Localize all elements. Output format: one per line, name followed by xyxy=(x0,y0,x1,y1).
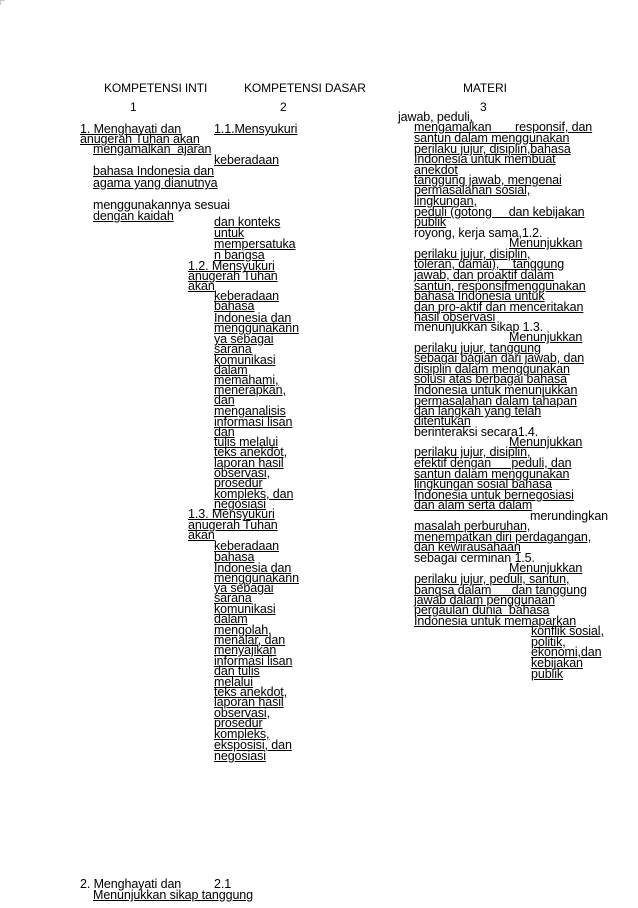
materi-line: perilaku jujur, disiplin, xyxy=(414,247,531,261)
kd-line: negosiasi xyxy=(214,749,266,763)
materi-line: ditentukan xyxy=(414,414,471,428)
materi-line: lingkungan, xyxy=(414,194,477,208)
kd-line: teks anekdot, xyxy=(214,445,288,459)
header-col3-number: 3 xyxy=(480,100,487,114)
materi-line: tanggung jawab, mengenai xyxy=(414,173,562,187)
materi-line: menempatkan diri perdagangan, xyxy=(414,530,592,544)
kd-line: teks anekdot, xyxy=(214,685,288,699)
kd-line: informasi lisan xyxy=(214,415,293,429)
kd-line: memahami, xyxy=(214,373,279,387)
kd-line: melalui xyxy=(214,675,253,689)
materi-line: peduli (gotong dan kebijakan xyxy=(414,205,585,219)
materi-line: perilaku jujur, peduli, santun, xyxy=(414,572,570,586)
kd-line: kompleks, xyxy=(214,727,270,741)
materi-line: Menunjukkan xyxy=(509,236,583,250)
ki-line: agama yang dianutnya xyxy=(93,176,218,190)
materi-line: berinteraksi secara1.4. xyxy=(414,425,539,439)
materi-line: politik, xyxy=(531,635,566,649)
kd-line: mempersatuka xyxy=(214,237,296,251)
kd-line: 1.1.Mensyukuri xyxy=(214,122,298,136)
kd-line: kompleks, dan xyxy=(214,487,294,501)
materi-line: dan kewirausahaan xyxy=(414,540,521,554)
page-corner-mark xyxy=(0,0,5,5)
kd-line: 1.3. Mensyukuri xyxy=(188,507,275,521)
materi-line: hasil observasi xyxy=(414,310,496,324)
materi-line: dan alam serta dalam xyxy=(414,498,533,512)
materi-line: lingkungan sosial bahasa xyxy=(414,477,552,491)
materi-line: publik xyxy=(414,215,447,229)
kd-line: Indonesia dan xyxy=(214,561,292,575)
kd-line: menggunakann xyxy=(214,571,299,585)
kd-line: keberadaan xyxy=(214,153,280,167)
kd-line: bahasa xyxy=(214,550,255,564)
kd-line: n bangsa xyxy=(214,248,265,262)
header-col2-number: 2 xyxy=(280,100,287,114)
materi-line: Menunjukkan xyxy=(509,435,583,449)
kd-line: observasi, xyxy=(214,706,270,720)
ki-line: anugerah Tuhan akan xyxy=(80,132,200,146)
materi-line: perilaku jujur, disiplin, xyxy=(414,445,531,459)
kd-line: komunikasi xyxy=(214,602,276,616)
materi-line: menunjukkan sikap 1.3. xyxy=(414,320,544,334)
kd-line: ya sebagai xyxy=(214,581,274,595)
ki-line: bahasa Indonesia dan xyxy=(93,164,215,178)
kd-line: keberadaan xyxy=(214,539,280,553)
materi-line: ekonomi,dan xyxy=(531,645,602,659)
materi-line: dan langkah yang telah xyxy=(414,404,542,418)
kd-line: prosedur xyxy=(214,716,263,730)
materi-line: masalah perburuhan, xyxy=(414,519,531,533)
materi-line: kebijakan xyxy=(531,656,583,670)
kd-line: anugerah Tuhan xyxy=(188,269,278,283)
materi-line: Menunjukkan xyxy=(509,330,583,344)
materi-line: merundingkan xyxy=(530,509,609,523)
header-materi: MATERI xyxy=(463,81,507,95)
ki-line: dengan kaidah xyxy=(93,209,174,223)
materi-line: santun dalam menggunakan xyxy=(414,131,570,145)
kd-line: dan tulis xyxy=(214,664,260,678)
ki-line: mengamalkan ajaran xyxy=(93,142,212,156)
materi-line: santun, responsifmenggunakan xyxy=(414,279,586,293)
ki-line: menggunakannya sesuai xyxy=(93,198,230,212)
kd-line: menyajikan xyxy=(214,643,277,657)
kd-line: dan xyxy=(214,393,235,407)
kd-line: bahasa xyxy=(214,299,255,313)
kd-line: 1.2. Mensyukuri xyxy=(188,259,275,273)
materi-line: Indonesia untuk membuat xyxy=(414,152,556,166)
kd-line: sarana xyxy=(214,591,252,605)
materi-line: Menunjukkan xyxy=(509,561,583,575)
kd-line: akan xyxy=(188,528,215,542)
kd-line: dalam xyxy=(214,612,248,626)
materi-line: jawab, peduli, xyxy=(398,110,474,124)
kd-line: negosiasi xyxy=(214,497,266,511)
materi-line: anekdot xyxy=(414,163,458,177)
materi-line: bangsa dalam dan tanggung xyxy=(414,583,587,597)
materi-line: permasalahan dalam tahapan xyxy=(414,394,577,408)
kd-line: observasi, xyxy=(214,466,270,480)
materi-line: publik xyxy=(531,667,564,681)
materi-line: perilaku jujur, disiplin,bahasa xyxy=(414,142,571,156)
materi-line: efektif dengan peduli, dan xyxy=(414,456,572,470)
materi-line: sebagai bagian dari jawab, dan xyxy=(414,351,585,365)
materi-line: dan pro-aktif dan menceritakan xyxy=(414,300,584,314)
kd-line: keberadaan xyxy=(214,289,280,303)
header-kompetensi-dasar: KOMPETENSI DASAR xyxy=(244,81,366,95)
kd-line: dan konteks xyxy=(214,215,281,229)
kd-line: tulis melalui xyxy=(214,435,279,449)
header-col1-number: 1 xyxy=(130,100,137,114)
kd-line: sarana xyxy=(214,342,252,356)
materi-line: solusi atas berbagai bahasa xyxy=(414,372,567,386)
materi-line: santun dalam menggunakan xyxy=(414,467,570,481)
materi-line: pergaulan dunia bahasa xyxy=(414,603,550,617)
kd-line: prosedur xyxy=(214,476,263,490)
materi-line: sebagai cerminan 1.5. xyxy=(414,551,535,565)
kd-line: akan xyxy=(188,279,215,293)
kd-line: laporan hasil xyxy=(214,456,284,470)
kd-line: informasi lisan xyxy=(214,654,293,668)
materi-line: Indonesia untuk memaparkan xyxy=(414,614,577,628)
materi-line: konflik sosial, xyxy=(531,624,604,638)
ki-line: 1. Menghayati dan xyxy=(80,122,182,136)
kd-line: Indonesia dan xyxy=(214,311,292,325)
kd-line: 2.1 xyxy=(214,877,232,891)
materi-line: jawab dalam penggunaan xyxy=(414,593,555,607)
header-kompetensi-inti: KOMPETENSI INTI xyxy=(104,81,208,95)
materi-line: perilaku jujur, tanggung xyxy=(414,341,541,355)
materi-line: toleran, damai), tanggung xyxy=(414,257,565,271)
kd-line: untuk xyxy=(214,226,245,240)
kd-line: dan xyxy=(214,425,235,439)
materi-line: disiplin dalam menggunakan xyxy=(414,362,570,376)
materi-line: royong, kerja sama,1.2. xyxy=(414,226,543,240)
materi-line: jawab, dan proaktif dalam xyxy=(414,268,554,282)
ki-line: 2. Menghayati dan xyxy=(80,877,182,891)
kd-line: menggunakann xyxy=(214,321,299,335)
kd-line: komunikasi xyxy=(214,353,276,367)
kd-line: ya sebagai xyxy=(214,332,274,346)
materi-line: bahasa Indonesia untuk xyxy=(414,289,545,303)
kd-line: dalam xyxy=(214,363,248,377)
kd-line: menerapkan, xyxy=(214,383,286,397)
ki-line: Menunjukkan sikap tanggung xyxy=(93,888,254,902)
kd-line: menalar, dan xyxy=(214,633,286,647)
kd-line: eksposisi, dan xyxy=(214,738,292,752)
kd-line: anugerah Tuhan xyxy=(188,518,278,532)
kd-line: menganalisis xyxy=(214,404,286,418)
materi-line: permasalahan sosial, xyxy=(414,183,531,197)
kd-line: mengolah, xyxy=(214,623,272,637)
materi-line: Indonesia untuk bernegosiasi xyxy=(414,488,574,502)
materi-line: Indonesia untuk menunjukkan xyxy=(414,383,578,397)
kd-line: laporan hasil xyxy=(214,695,284,709)
materi-line: mengamalkan responsif, dan xyxy=(414,120,593,134)
